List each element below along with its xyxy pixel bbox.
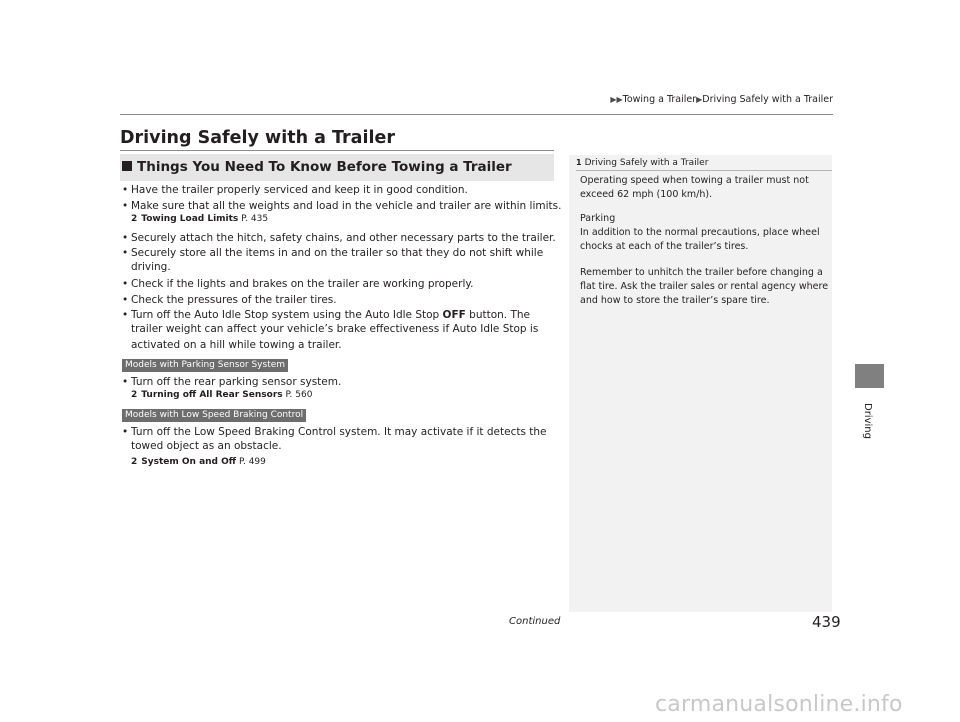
list-item-text: Make sure that all the weights and load in the vehicle and trailer are within limits. [131, 200, 562, 212]
page-title: Driving Safely with a Trailer [120, 128, 395, 148]
bullet-icon: • [122, 426, 129, 438]
side-note-divider [576, 170, 832, 171]
reference-arrow-icon: 2 [131, 457, 138, 467]
list-item-continuation: driving. [131, 261, 171, 273]
reference-title[interactable]: Towing Load Limits [141, 214, 239, 224]
breadcrumb-arrow-icon: ▶▶ [610, 95, 623, 104]
list-item-text: Check the pressures of the trailer tires. [131, 294, 337, 306]
breadcrumb [610, 94, 833, 105]
list-item-text [131, 308, 530, 322]
chapter-tab-text: Driving [862, 403, 873, 439]
list-item-text: Turn off the rear parking sensor system. [131, 376, 342, 388]
cross-reference-towing-load-limits[interactable] [131, 214, 268, 224]
bullet-icon: • [122, 200, 129, 212]
reference-arrow-icon: 2 [131, 390, 138, 400]
chapter-tab-marker [855, 364, 884, 388]
side-note-line: chocks at each of the trailer’s tires. [580, 241, 749, 252]
list-item-text: Check if the lights and brakes on the trailer are working properly. [131, 278, 474, 290]
bullet-icon: • [122, 309, 129, 321]
page-number: 439 [812, 613, 841, 631]
side-note-line: In addition to the normal precautions, place wheel [580, 227, 820, 238]
bullet-icon: • [122, 376, 129, 388]
breadcrumb-item-towing[interactable]: Towing a Trailer [622, 94, 697, 105]
side-note-heading-text: Driving Safely with a Trailer [584, 158, 709, 168]
list-item-continuation: towed object as an obstacle. [131, 440, 282, 452]
reference-page: P. 499 [238, 457, 266, 467]
list-item-text: Securely attach the hitch, safety chains, and other necessary parts to the trailer. [131, 232, 556, 244]
side-note-line: and how to store the trailer’s spare tire. [580, 295, 770, 306]
reference-page: P. 435 [241, 214, 269, 224]
header-divider [120, 114, 833, 115]
list-item-text: Securely store all the items in and on the trailer so that they do not shift while [131, 247, 544, 259]
list-item-text: Have the trailer properly serviced and keep it in good condition. [131, 184, 468, 196]
cross-reference-rear-sensors[interactable] [131, 390, 312, 400]
side-note-line: Operating speed when towing a trailer must not [580, 175, 809, 186]
chapter-tab-label [851, 403, 877, 473]
model-badge-low-speed-braking: Models with Low Speed Braking Control [122, 409, 306, 422]
cross-reference-system-on-off[interactable] [131, 457, 266, 467]
title-divider [120, 150, 554, 151]
reference-arrow-icon: 2 [131, 214, 138, 224]
reference-page: P. 560 [285, 390, 313, 400]
bullet-icon: • [122, 232, 129, 244]
list-item-continuation: activated on a hill while towing a trailer. [131, 339, 342, 351]
off-button-label: OFF [442, 309, 466, 321]
section-square-icon [122, 161, 132, 171]
bullet-icon: • [122, 247, 129, 259]
breadcrumb-separator-icon: ▶ [696, 95, 703, 104]
side-note-heading [576, 158, 708, 168]
reference-title[interactable]: System On and Off [141, 457, 237, 467]
side-note-line: Remember to unhitch the trailer before changing a [580, 267, 823, 278]
list-item-continuation: trailer weight can affect your vehicle’s brake effectiveness if Auto Idle Stop is [131, 323, 539, 335]
note-number-icon: 1 [576, 158, 582, 167]
watermark: carmanualsonline.info [655, 692, 903, 717]
bullet-icon: • [122, 294, 129, 306]
list-item-text-end: button. The [465, 309, 531, 321]
section-heading-text: Things You Need To Know Before Towing a Trailer [137, 159, 512, 175]
side-note-line: exceed 62 mph (100 km/h). [580, 189, 713, 200]
breadcrumb-item-current: Driving Safely with a Trailer [702, 94, 833, 105]
reference-title[interactable]: Turning off All Rear Sensors [141, 390, 283, 400]
bullet-icon: • [122, 278, 129, 290]
bullet-icon: • [122, 184, 129, 196]
side-note-subheading: Parking [580, 213, 616, 224]
continued-label: Continued [509, 616, 561, 627]
section-heading [122, 159, 512, 175]
list-item-text-start: Turn off the Auto Idle Stop system using the Auto Idle Stop [131, 309, 443, 321]
side-note-line: flat tire. Ask the trailer sales or rental agency where [580, 281, 829, 292]
list-item-text: Turn off the Low Speed Braking Control system. It may activate if it detects the [131, 426, 547, 438]
model-badge-parking-sensor: Models with Parking Sensor System [122, 359, 288, 372]
